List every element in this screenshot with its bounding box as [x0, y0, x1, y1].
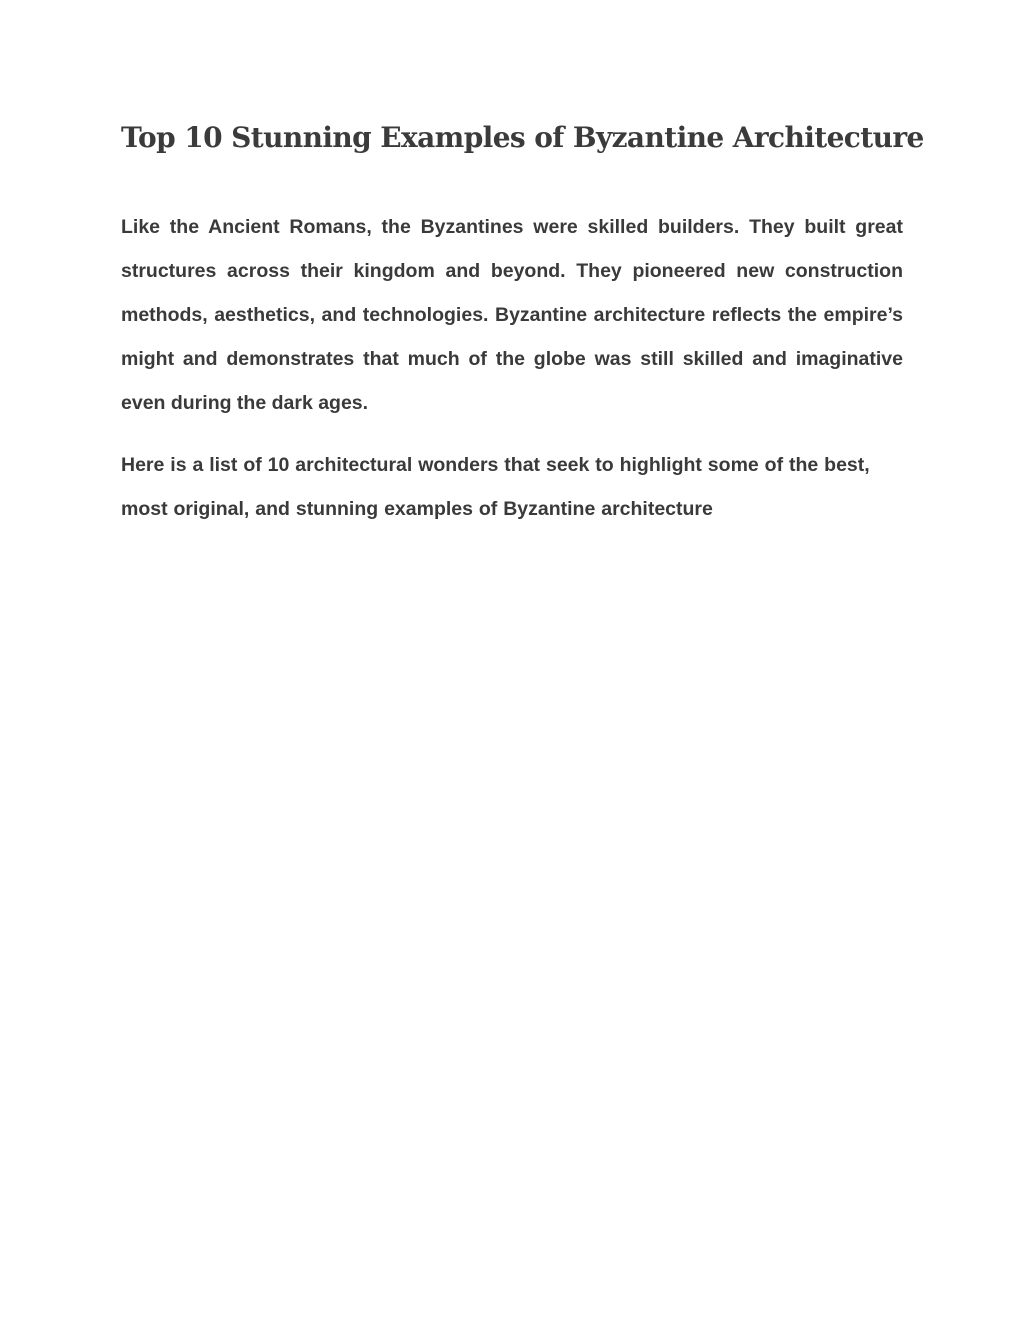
intro-paragraph: Like the Ancient Romans, the Byzantines were skilled builders. They built great structures across their kingdom and beyond. They pioneered new construction methods, aesthetics, and technologies. Byzantine architecture reflects the empire’s might and demonstrates that much of the globe was still skilled and imaginative even during the dark ages. [121, 216, 903, 414]
document-page [121, 112, 924, 531]
page-title: Top 10 Stunning Examples of Byzantine Architecture [121, 121, 924, 154]
list-intro-paragraph: Here is a list of 10 architectural wonders that seek to highlight some of the best, most original, and stunning examples of Byzantine architecture [121, 454, 870, 520]
